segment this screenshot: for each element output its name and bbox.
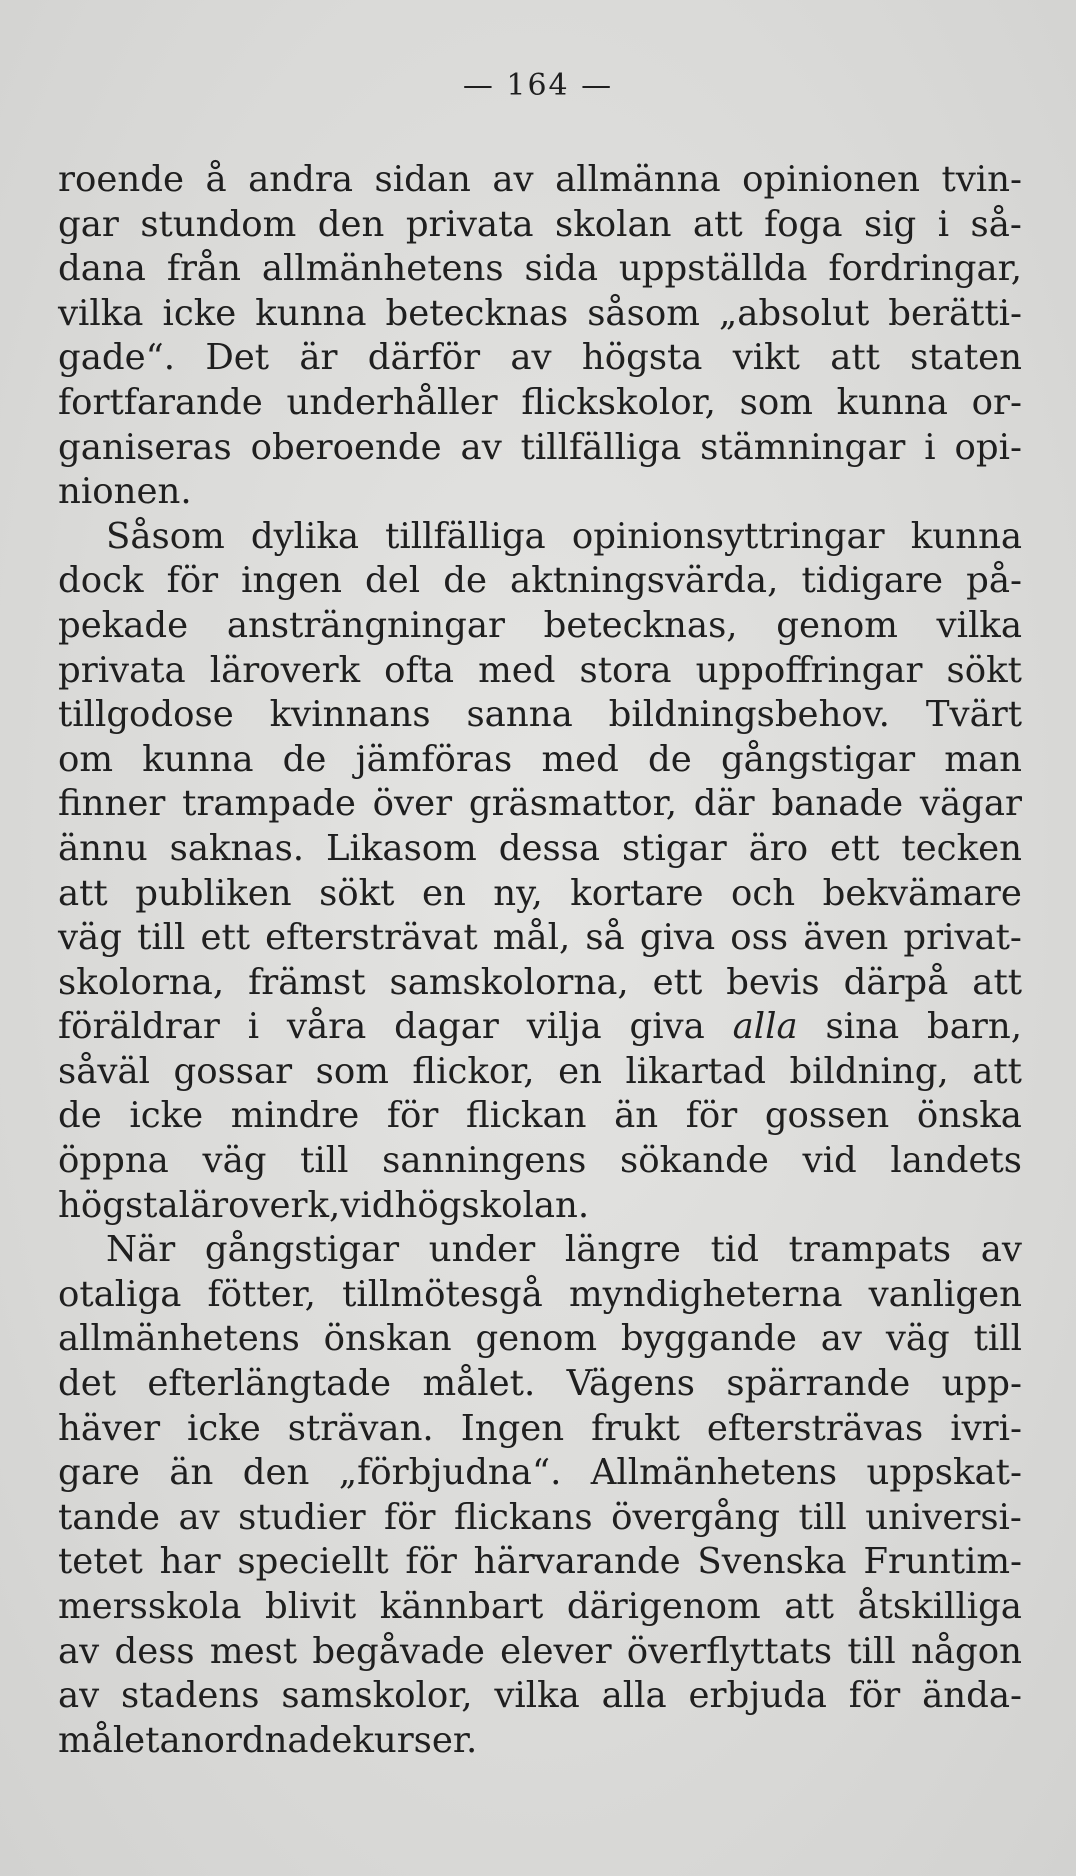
word: gångstigar <box>720 738 916 780</box>
word: Svenska <box>697 1541 847 1583</box>
word: aktningsvärda, <box>510 560 779 602</box>
word: oss <box>730 917 789 959</box>
text-line <box>58 872 1022 917</box>
word: öppna <box>58 1140 169 1182</box>
word: ingen <box>241 560 342 602</box>
word: dagar <box>394 1006 499 1048</box>
word: genom <box>475 1318 598 1360</box>
word: pekade <box>58 604 189 646</box>
word: på- <box>966 560 1022 602</box>
word: om <box>58 738 114 780</box>
word: Tvärt <box>925 694 1022 736</box>
word: ny, <box>493 872 543 914</box>
word: av <box>58 1675 100 1717</box>
word: tetet <box>58 1541 143 1583</box>
word: saknas. <box>169 827 305 869</box>
word: samskolorna, <box>389 961 629 1003</box>
word: finner <box>58 783 166 825</box>
word: någon <box>910 1630 1022 1672</box>
text-line <box>58 426 1022 471</box>
text-line <box>58 1630 1022 1675</box>
word: dana <box>58 248 146 290</box>
word: önskan <box>323 1318 452 1360</box>
word: de <box>58 1095 102 1137</box>
word: ivri- <box>950 1407 1022 1449</box>
word: sökt <box>946 649 1022 691</box>
word: kvinnans <box>269 694 431 736</box>
word: för <box>166 560 219 602</box>
word: högskolan. <box>394 1184 590 1226</box>
word: trampade <box>182 783 356 825</box>
word: betecknas <box>385 292 569 334</box>
word: av <box>510 337 552 379</box>
word: kortare <box>570 872 704 914</box>
word: än <box>169 1452 214 1494</box>
word: ett <box>829 827 880 869</box>
word: till <box>973 1318 1022 1360</box>
word: publiken <box>135 872 292 914</box>
word: vilja <box>526 1006 602 1048</box>
word: roende <box>58 159 184 200</box>
word: att <box>784 1586 834 1627</box>
text-line <box>58 1094 1022 1139</box>
word: kunna <box>836 381 948 423</box>
word: för <box>384 1496 436 1538</box>
text-line <box>58 559 1022 604</box>
word: giva <box>639 917 716 959</box>
word: kurser. <box>352 1719 478 1761</box>
word: gångstigar <box>204 1229 400 1271</box>
word: uppoffringar <box>695 649 923 691</box>
word: privat- <box>903 917 1022 959</box>
word: fortfarande <box>58 381 263 423</box>
word: därigenom <box>566 1586 761 1627</box>
word: allmänhetens <box>58 1318 300 1360</box>
word: bildningsbehov. <box>608 694 890 736</box>
word: dylika <box>250 515 360 557</box>
word: berätti- <box>888 292 1022 334</box>
word: icke <box>187 1407 261 1449</box>
word: de <box>282 738 327 780</box>
text-line <box>58 693 1022 738</box>
word: från <box>166 248 241 290</box>
word: under <box>428 1229 536 1271</box>
word: mål, <box>492 917 571 959</box>
word: att <box>692 203 743 245</box>
word: universi- <box>865 1496 1022 1538</box>
text-line <box>58 1540 1022 1585</box>
word: genom <box>776 604 898 646</box>
word: uppställda <box>618 248 808 290</box>
word: det <box>58 1363 116 1405</box>
word: att <box>972 1050 1022 1092</box>
word: uppskat- <box>866 1452 1022 1494</box>
word: underhåller <box>286 381 498 423</box>
text-line <box>58 827 1022 872</box>
word: våra <box>286 1006 367 1048</box>
word: gossar <box>173 1050 293 1092</box>
word: äro <box>748 827 809 869</box>
word: betecknas, <box>543 604 738 646</box>
word: strävan. <box>287 1407 434 1449</box>
word: eftersträvat <box>265 917 478 959</box>
word: eftersträvas <box>706 1407 924 1449</box>
word: vilka <box>936 604 1022 646</box>
word: allmänna <box>555 159 721 200</box>
word: fötter, <box>207 1273 316 1315</box>
word: foga <box>764 203 843 245</box>
word: gare <box>58 1452 140 1494</box>
word: där <box>693 783 755 825</box>
word: sig <box>863 203 917 245</box>
word: ofta <box>384 649 455 691</box>
word: stigar <box>621 827 727 869</box>
word: kännbart <box>379 1586 544 1627</box>
word: läroverk, <box>178 1184 341 1226</box>
word: väg <box>202 1140 267 1182</box>
word: opinionsyttringar <box>571 515 885 557</box>
word: de <box>648 738 692 780</box>
word: såsom <box>587 292 700 334</box>
word: likartad <box>625 1050 766 1092</box>
word: sidan <box>374 159 471 200</box>
word: till <box>137 917 186 959</box>
word: sökande <box>619 1140 769 1182</box>
word: tande <box>58 1496 161 1538</box>
word: ansträngningar <box>226 604 505 646</box>
word: dess <box>114 1630 195 1672</box>
page-number: — 164 — <box>462 68 614 103</box>
word: barn, <box>926 1006 1022 1048</box>
word: av <box>820 1318 862 1360</box>
word: att <box>58 872 108 914</box>
text-line <box>58 1050 1022 1095</box>
word: sina <box>825 1006 900 1048</box>
word: målet. <box>422 1363 536 1405</box>
word: så <box>585 917 625 959</box>
word: till <box>300 1140 349 1182</box>
word: nionen. <box>58 471 192 513</box>
word: landets <box>890 1140 1022 1182</box>
word: anordnade <box>159 1719 353 1761</box>
body-text <box>58 158 1022 1763</box>
word: en <box>421 872 466 914</box>
word: överflyttats <box>626 1630 833 1672</box>
text-line <box>58 1362 1022 1407</box>
word: föräldrar <box>58 1006 220 1048</box>
word: därför <box>367 337 481 379</box>
word: Fruntim- <box>863 1541 1022 1583</box>
word: elever <box>500 1630 612 1672</box>
word: opi- <box>954 426 1022 468</box>
word: Likasom <box>325 827 477 869</box>
word: icke <box>129 1095 204 1137</box>
word: banade <box>771 783 904 825</box>
word: gräsmattor, <box>468 783 678 825</box>
word: kunna <box>142 738 254 780</box>
word: skolorna, <box>58 961 225 1003</box>
word: väg <box>885 1318 950 1360</box>
word: av <box>492 159 534 200</box>
word: över <box>372 783 453 825</box>
word: gade“. <box>58 337 176 379</box>
word: å <box>205 159 227 200</box>
word: med <box>478 649 556 691</box>
word: giva <box>629 1006 705 1048</box>
word: vid <box>340 1184 395 1226</box>
word: trampats <box>788 1229 952 1271</box>
word: tillgodose <box>58 694 234 736</box>
word: ännu <box>58 827 148 869</box>
word: med <box>541 738 619 780</box>
word: Ingen <box>460 1407 565 1449</box>
word: vägar <box>919 783 1022 825</box>
word: mindre <box>230 1095 360 1137</box>
word: önska <box>916 1095 1022 1137</box>
word: blivit <box>265 1586 357 1627</box>
word: opinionen <box>742 159 920 200</box>
word: därpå <box>843 961 949 1003</box>
word: „förbjudna“. <box>338 1452 562 1494</box>
word: otaliga <box>58 1273 182 1315</box>
word: att <box>972 961 1022 1003</box>
text-line <box>58 916 1022 961</box>
text-line <box>58 247 1022 292</box>
word: i <box>247 1006 260 1048</box>
word: gossen <box>764 1095 890 1137</box>
text-line <box>58 1407 1022 1452</box>
word: kunna <box>910 515 1022 557</box>
word: speciellt <box>237 1541 389 1583</box>
text-line <box>58 1585 1022 1630</box>
word: ett <box>652 961 703 1003</box>
word: att <box>830 337 880 379</box>
word: myndigheterna <box>568 1273 843 1315</box>
text-line <box>58 1674 1022 1719</box>
word: tid <box>710 1229 759 1271</box>
word: för <box>386 1095 439 1137</box>
word: som <box>739 381 813 423</box>
word: sökt <box>319 872 395 914</box>
word: i <box>937 203 950 245</box>
word: Allmänhetens <box>590 1452 838 1494</box>
word: vilka <box>58 292 144 334</box>
text-line <box>58 1317 1022 1362</box>
word: häver <box>58 1407 161 1449</box>
word: de <box>443 560 487 602</box>
text-line <box>58 604 1022 649</box>
word: privata <box>405 203 534 245</box>
word: dessa <box>498 827 601 869</box>
word: tillmötesgå <box>342 1273 543 1315</box>
word: åtskilliga <box>857 1586 1022 1627</box>
word: än <box>614 1095 659 1137</box>
word: stämningar <box>700 426 906 468</box>
word: tillfälliga <box>520 426 682 468</box>
word: flickskolor, <box>521 381 716 423</box>
word: bevis <box>726 961 820 1003</box>
word: studier <box>238 1496 366 1538</box>
word: Det <box>205 337 270 379</box>
word: till <box>798 1496 847 1538</box>
text-line <box>58 1273 1022 1318</box>
word: vanligen <box>868 1273 1022 1315</box>
word: högsta <box>58 1184 179 1226</box>
word: så- <box>970 203 1022 245</box>
word: frukt <box>591 1407 680 1449</box>
word: vilka <box>494 1675 580 1717</box>
text-line <box>58 203 1022 248</box>
text-line <box>58 1451 1022 1496</box>
text-line <box>58 158 1022 203</box>
word: den <box>242 1452 310 1494</box>
word: gar <box>58 203 119 245</box>
word: högsta <box>581 337 703 379</box>
word: allmänhetens <box>261 248 504 290</box>
word: mest <box>209 1630 298 1672</box>
word: stora <box>579 649 672 691</box>
word: dock <box>58 560 144 602</box>
text-line <box>58 961 1022 1006</box>
word: flickor, <box>412 1050 535 1092</box>
word: såväl <box>58 1050 150 1092</box>
word: ända- <box>922 1675 1022 1717</box>
word: av <box>980 1229 1022 1271</box>
word: stundom <box>140 203 297 245</box>
word: sanningens <box>382 1140 587 1182</box>
word: spärrande <box>726 1363 911 1405</box>
word: alla <box>732 1006 798 1048</box>
word: icke <box>162 292 237 334</box>
word: mersskola <box>58 1586 242 1627</box>
word: staten <box>910 337 1022 379</box>
word: främst <box>248 961 366 1003</box>
word: bekvämare <box>822 872 1022 914</box>
word: flickan <box>466 1095 587 1137</box>
word: kunna <box>255 292 367 334</box>
word: tecken <box>901 827 1022 869</box>
word: ganiseras <box>58 426 232 468</box>
word: läroverk <box>209 649 361 691</box>
word: oberoende <box>250 426 442 468</box>
word: den <box>317 203 385 245</box>
word: för <box>848 1675 901 1717</box>
word: byggande <box>620 1318 797 1360</box>
text-line <box>58 782 1022 827</box>
text-line <box>58 1139 1022 1184</box>
word: stadens <box>121 1675 260 1717</box>
word: vikt <box>732 337 800 379</box>
word: del <box>365 560 421 602</box>
word: målet <box>58 1719 160 1761</box>
word: sanna <box>466 694 573 736</box>
word: skolan <box>554 203 672 245</box>
text-line <box>58 649 1022 694</box>
word: för <box>405 1541 457 1583</box>
word: av <box>460 426 502 468</box>
text-line <box>58 1184 1022 1229</box>
word: erbjuda <box>688 1675 827 1717</box>
word: samskolor, <box>281 1675 473 1717</box>
word: till <box>847 1630 896 1672</box>
word: i <box>924 426 936 468</box>
word: flickans <box>453 1496 593 1538</box>
word: alla <box>601 1675 667 1717</box>
word: efterlängtade <box>147 1363 392 1405</box>
word: härvarande <box>473 1541 681 1583</box>
word: jämföras <box>355 738 513 780</box>
word: även <box>803 917 889 959</box>
word: bildning, <box>789 1050 949 1092</box>
text-line <box>58 515 1022 560</box>
text-line <box>58 292 1022 337</box>
word: Vägens <box>566 1363 695 1405</box>
word: har <box>159 1541 221 1583</box>
word: tillfälliga <box>385 515 546 557</box>
word: för <box>685 1095 738 1137</box>
word: ett <box>200 917 251 959</box>
word: sida <box>524 248 598 290</box>
word: längre <box>564 1229 681 1271</box>
word: vid <box>802 1140 857 1182</box>
text-line <box>58 470 1022 515</box>
word: När <box>106 1229 176 1271</box>
word: man <box>944 738 1022 780</box>
word: som <box>315 1050 389 1092</box>
text-line <box>58 1228 1022 1273</box>
word: Såsom <box>106 515 225 557</box>
word: och <box>731 872 796 914</box>
word: or- <box>971 381 1022 423</box>
word: andra <box>248 159 354 200</box>
text-line <box>58 738 1022 783</box>
word: en <box>558 1050 602 1092</box>
word: är <box>299 337 338 379</box>
word: privata <box>58 649 186 691</box>
word: „absolut <box>718 292 870 334</box>
word: väg <box>58 917 122 959</box>
word: fordringar, <box>828 248 1022 290</box>
text-line <box>58 1496 1022 1541</box>
text-line <box>58 1005 1022 1050</box>
text-line <box>58 1719 1022 1764</box>
word: tvin- <box>941 159 1022 200</box>
word: upp- <box>941 1363 1022 1405</box>
text-line <box>58 381 1022 426</box>
word: begåvade <box>312 1630 485 1672</box>
word: av <box>178 1496 220 1538</box>
word: tidigare <box>801 560 944 602</box>
word: av <box>58 1630 100 1672</box>
text-line <box>58 336 1022 381</box>
word: övergång <box>611 1496 780 1538</box>
